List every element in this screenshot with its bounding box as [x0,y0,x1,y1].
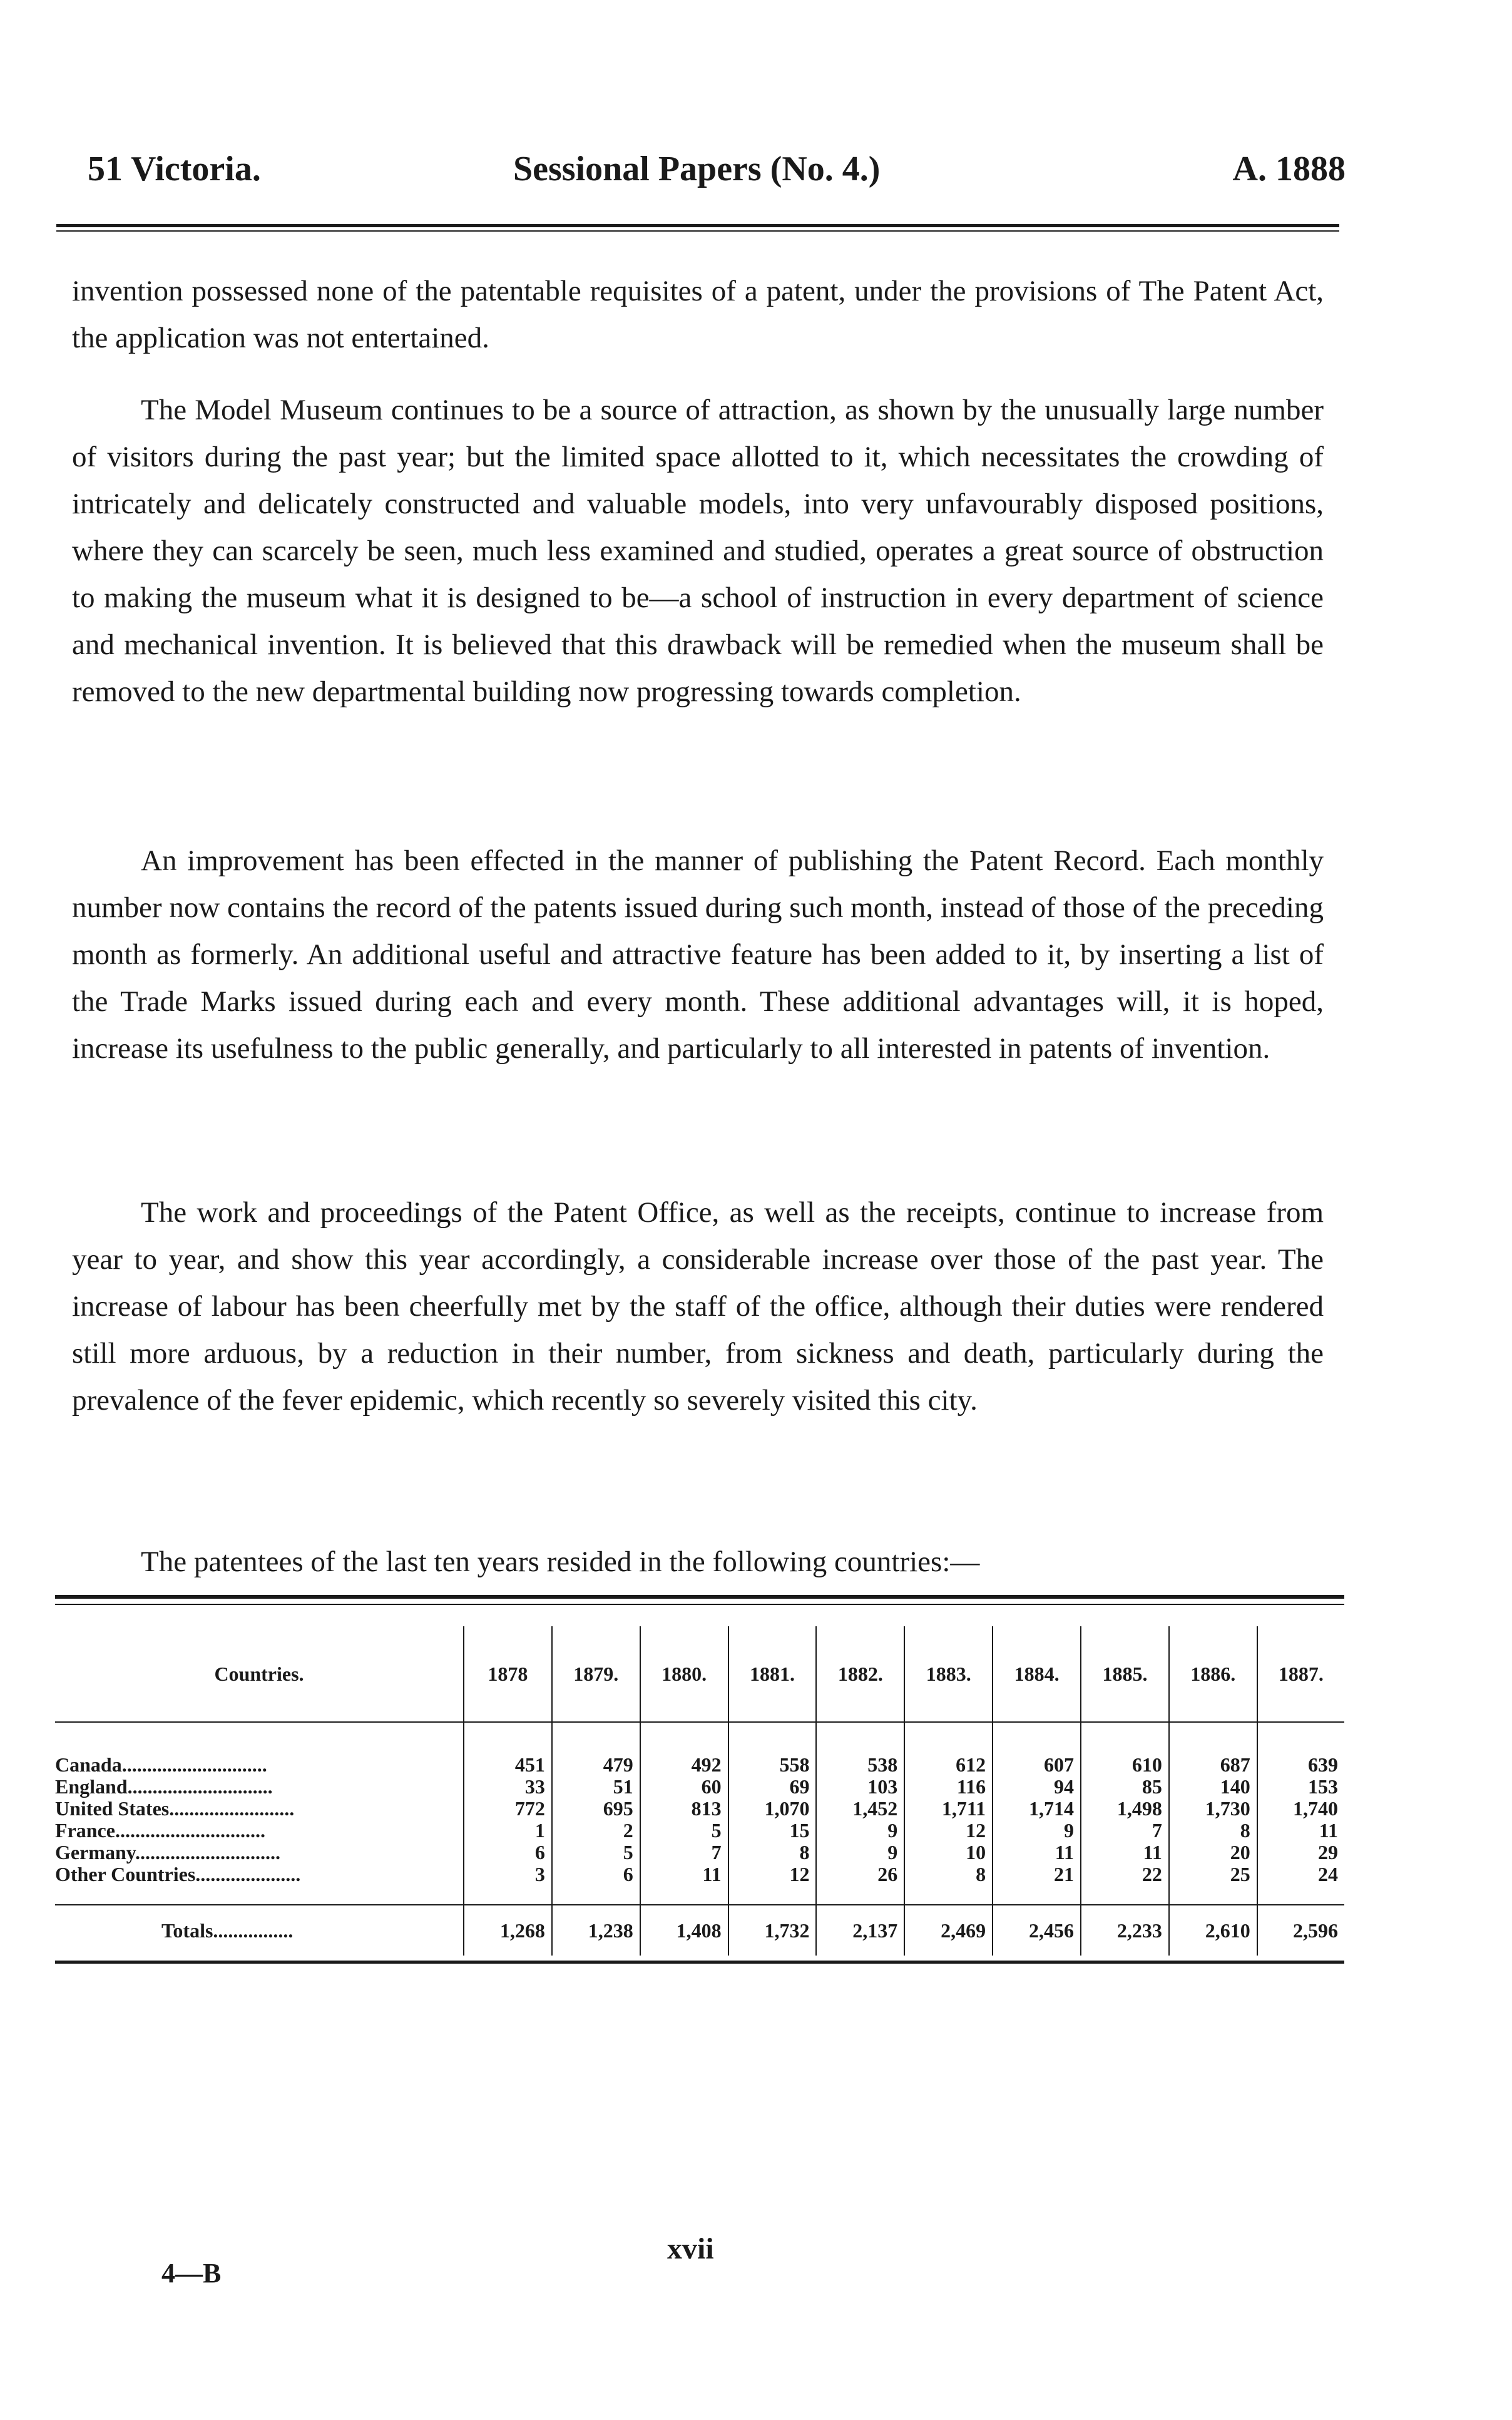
table-row [55,1776,1344,1798]
table-cell: 5 [640,1820,728,1842]
total-cell: 1,238 [552,1905,640,1956]
table-cell: 1,711 [904,1798,993,1820]
table-cell: 9 [816,1820,904,1842]
table-cell: 26 [816,1864,904,1905]
table-cell: 639 [1308,1753,1338,1776]
table-cell: 94 [993,1776,1081,1798]
table-cell: 1,498 [1081,1798,1169,1820]
table-cell: 140 [1169,1776,1257,1798]
table-cell: 558 [728,1722,817,1776]
column-header: 1884. [993,1626,1081,1722]
table-cell: 6 [552,1864,640,1905]
total-cell: 2,233 [1081,1905,1169,1956]
table-cell: 1,714 [993,1798,1081,1820]
paragraph: The work and proceedings of the Patent Office, as well as the receipts, continue to increase from year to year, and show this year accordingly, a considerable increase over those of the past year. The increase of labour has been cheerfully met by the staff of the office, although their duties were rendered still more arduous, by a reduction in their number, from sickness and death, particularly during the prevalence of the fever epidemic, which recently so severely visited this city. [72,1196,1324,1417]
table-cell: 8 [1169,1820,1257,1842]
table-cell: 6 [464,1842,552,1864]
table-cell: 607 [993,1722,1081,1776]
total-cell: 2,469 [904,1905,993,1956]
table-cell: 12 [904,1820,993,1842]
total-cell: 2,456 [993,1905,1081,1956]
table-cell: 15 [728,1820,817,1842]
country-name: England............................. [55,1776,464,1798]
table-intro: The patentees of the last ten years resided in the following countries:— [141,1546,980,1578]
table-cell: 51 [552,1776,640,1798]
table-cell: 60 [640,1776,728,1798]
table-cell: 11 [1319,1819,1338,1842]
table-cell: 813 [640,1798,728,1820]
table-cell: 2 [552,1820,640,1842]
table-cell: 33 [464,1776,552,1798]
header-session: 51 Victoria. [88,150,261,188]
table-cell: 21 [993,1864,1081,1905]
table-cell: 479 [552,1722,640,1776]
table-cell: 103 [816,1776,904,1798]
table-cell: 538 [816,1722,904,1776]
table-cell: 69 [728,1776,817,1798]
table-cell: 9 [816,1842,904,1864]
total-cell: 1,268 [464,1905,552,1956]
data-table [55,1626,1344,1956]
paragraph: The Model Museum continues to be a source of attraction, as shown by the unusually large number of visitors during the past year; but the limited space allotted to it, which necessitates the crowding of intricately and delicately constructed and valuable models, into very unfavourably disposed positions, where they can scarcely be seen, much less examined and studied, operates a great source of obstruction to making the museum what it is designed to be—a school of instruction in every department of science and mechanical invention. It is believed that this drawback will be remedied when the museum shall be removed to the new departmental building now progressing towards completion. [72,394,1324,708]
table-cell: 10 [904,1842,993,1864]
header-year: A. 1888 [1232,150,1346,188]
table-row [55,1722,1344,1776]
table-cell: 7 [1081,1820,1169,1842]
table-cell: 153 [1308,1775,1338,1798]
column-header: 1881. [728,1626,817,1722]
table-cell: 8 [728,1842,817,1864]
table-cell: 25 [1169,1864,1257,1905]
column-header: 1880. [640,1626,728,1722]
table-cell: 7 [640,1842,728,1864]
table-cell: 85 [1081,1776,1169,1798]
paragraph: invention possessed none of the patentable requisites of a patent, under the provisions of The Patent Act, the application was not entertained. [72,275,1324,354]
table-cell: 9 [993,1820,1081,1842]
table-cell: 1,730 [1169,1798,1257,1820]
column-header: 1885. [1081,1626,1169,1722]
table-cell: 5 [552,1842,640,1864]
page-number: xvii [667,2232,714,2265]
table-cell: 612 [904,1722,993,1776]
table-cell: 24 [1318,1863,1338,1885]
table-top-rule-thin [55,1604,1344,1605]
table-cell: 492 [640,1722,728,1776]
country-name: United States......................... [55,1798,464,1820]
table-cell: 22 [1081,1864,1169,1905]
table-cell: 11 [640,1864,728,1905]
total-cell: 2,137 [816,1905,904,1956]
table-cell: 451 [464,1722,552,1776]
total-cell: 2,610 [1169,1905,1257,1956]
column-header: 1879. [552,1626,640,1722]
table-top-rule [55,1595,1344,1599]
table-cell: 8 [904,1864,993,1905]
total-cell: 1,408 [640,1905,728,1956]
table-cell: 12 [728,1864,817,1905]
table-cell: 687 [1169,1722,1257,1776]
totals-row [55,1905,1344,1956]
column-header: 1878 [464,1626,552,1722]
table-cell: 695 [552,1798,640,1820]
totals-label: Totals................ [55,1905,464,1956]
total-cell: 2,596 [1257,1905,1344,1956]
table-cell: 20 [1169,1842,1257,1864]
table-cell: 116 [904,1776,993,1798]
table-row [55,1798,1344,1820]
table-cell: 11 [1081,1842,1169,1864]
header-rule-thin [56,230,1339,232]
running-header [81,149,1346,199]
table-row [55,1820,1344,1842]
table-cell: 1,452 [816,1798,904,1820]
table-cell: 1,740 [1293,1797,1338,1820]
signature-mark: 4—B [161,2258,222,2289]
column-header: 1886. [1169,1626,1257,1722]
country-name: Other Countries..................... [55,1864,464,1905]
table-row [55,1842,1344,1864]
table-row [55,1864,1344,1905]
column-header: 1887. [1257,1626,1344,1722]
table-cell: 29 [1318,1841,1338,1864]
table-header-row [55,1626,1344,1722]
table-cell: 1,070 [728,1798,817,1820]
table-bottom-rule [55,1961,1344,1964]
header-rule [56,224,1339,227]
paragraph: An improvement has been effected in the manner of publishing the Patent Record. Each monthly number now contains the record of the patents issued during such month, instead of those of the preceding month as formerly. An additional useful and attractive feature has been added to it, by inserting a list of the Trade Marks issued during each and every month. These additional advantages will, it is hoped, increase its usefulness to the public generally, and particularly to all interested in patents of invention. [72,844,1324,1065]
table-cell: 1 [464,1820,552,1842]
column-header: Countries. [55,1626,464,1722]
column-header: 1882. [816,1626,904,1722]
column-header: 1883. [904,1626,993,1722]
country-name: France.............................. [55,1820,464,1842]
table-cell: 11 [993,1842,1081,1864]
country-name: Canada............................. [55,1722,464,1776]
table-cell: 772 [464,1798,552,1820]
table-cell: 3 [464,1864,552,1905]
header-title: Sessional Papers (No. 4.) [513,150,881,188]
total-cell: 1,732 [728,1905,817,1956]
country-name: Germany............................. [55,1842,464,1864]
table-cell: 610 [1081,1722,1169,1776]
